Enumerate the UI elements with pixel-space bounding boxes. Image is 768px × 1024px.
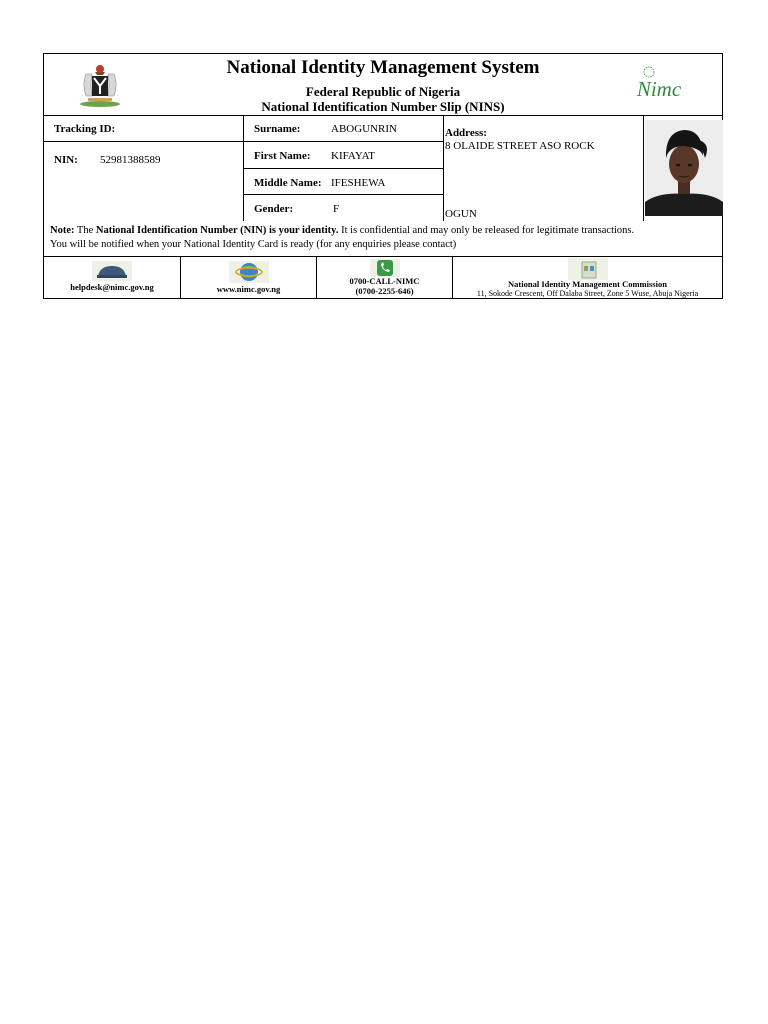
surname-value: ABOGUNRIN xyxy=(331,123,397,135)
note-line-2: You will be notified when your National Identity Card is ready (for any enquiries please contact) xyxy=(50,239,457,250)
logo-text: Nimc xyxy=(636,77,682,101)
surname-label: Surname: xyxy=(254,123,301,135)
footer-phone-2[interactable]: (0700-2255-646) xyxy=(355,286,414,296)
nin-cell xyxy=(44,142,244,221)
firstname-cell xyxy=(244,142,444,169)
footer-website[interactable]: www.nimc.gov.ng xyxy=(216,284,281,294)
nimc-logo-icon xyxy=(632,62,686,102)
note-text-2: It is confidential and may only be released for legitimate transactions. xyxy=(338,225,635,236)
slip-title: National Identification Number Slip (NINS) xyxy=(261,99,505,114)
firstname-value: KIFAYAT xyxy=(331,150,376,162)
footer-website-cell xyxy=(181,257,317,299)
note-prefix: Note: xyxy=(50,225,75,236)
note-text-1: The xyxy=(74,225,96,236)
tracking-label: Tracking ID: xyxy=(54,123,116,135)
nin-label: NIN: xyxy=(54,154,78,166)
address-cell xyxy=(444,115,644,221)
nin-slip xyxy=(43,53,723,299)
footer-org: National Identity Management Commission xyxy=(508,279,667,289)
photo-cell xyxy=(644,115,722,221)
footer-email[interactable]: helpdesk@nimc.gov.ng xyxy=(70,282,154,292)
email-icon xyxy=(92,261,132,281)
firstname-label: First Name: xyxy=(254,150,311,162)
footer-org-address: 11, Sokode Crescent, Off Dalaba Street, Zone 5 Wuse, Abuja Nigeria xyxy=(476,289,699,298)
nin-value: 52981388589 xyxy=(100,154,161,166)
address-line: 8 OLAIDE STREET ASO ROCK xyxy=(445,140,595,152)
gender-cell xyxy=(244,195,444,221)
middlename-value: IFESHEWA xyxy=(331,177,386,189)
note-emphasis: National Identification Number (NIN) is your identity. xyxy=(95,225,339,236)
tracking-cell xyxy=(44,115,244,142)
phone-icon xyxy=(370,259,400,277)
globe-icon xyxy=(229,261,269,283)
address-label: Address: xyxy=(445,127,487,139)
note-section xyxy=(44,221,722,257)
surname-cell xyxy=(244,115,444,142)
middlename-cell xyxy=(244,169,444,195)
footer-phone-1[interactable]: 0700-CALL-NIMC xyxy=(349,276,420,286)
building-icon xyxy=(568,258,608,280)
page-subtitle: Federal Republic of Nigeria xyxy=(305,84,461,99)
gender-value: F xyxy=(333,203,340,215)
middlename-label: Middle Name: xyxy=(254,177,322,189)
gender-label: Gender: xyxy=(254,203,294,215)
page-title: National Identity Management System xyxy=(226,57,540,78)
address-state: OGUN xyxy=(445,208,477,220)
footer-org-cell xyxy=(453,257,722,299)
footer-phone-cell xyxy=(317,257,453,299)
footer-email-cell xyxy=(44,257,181,299)
slip-header xyxy=(44,54,722,116)
passport-photo xyxy=(645,120,723,216)
